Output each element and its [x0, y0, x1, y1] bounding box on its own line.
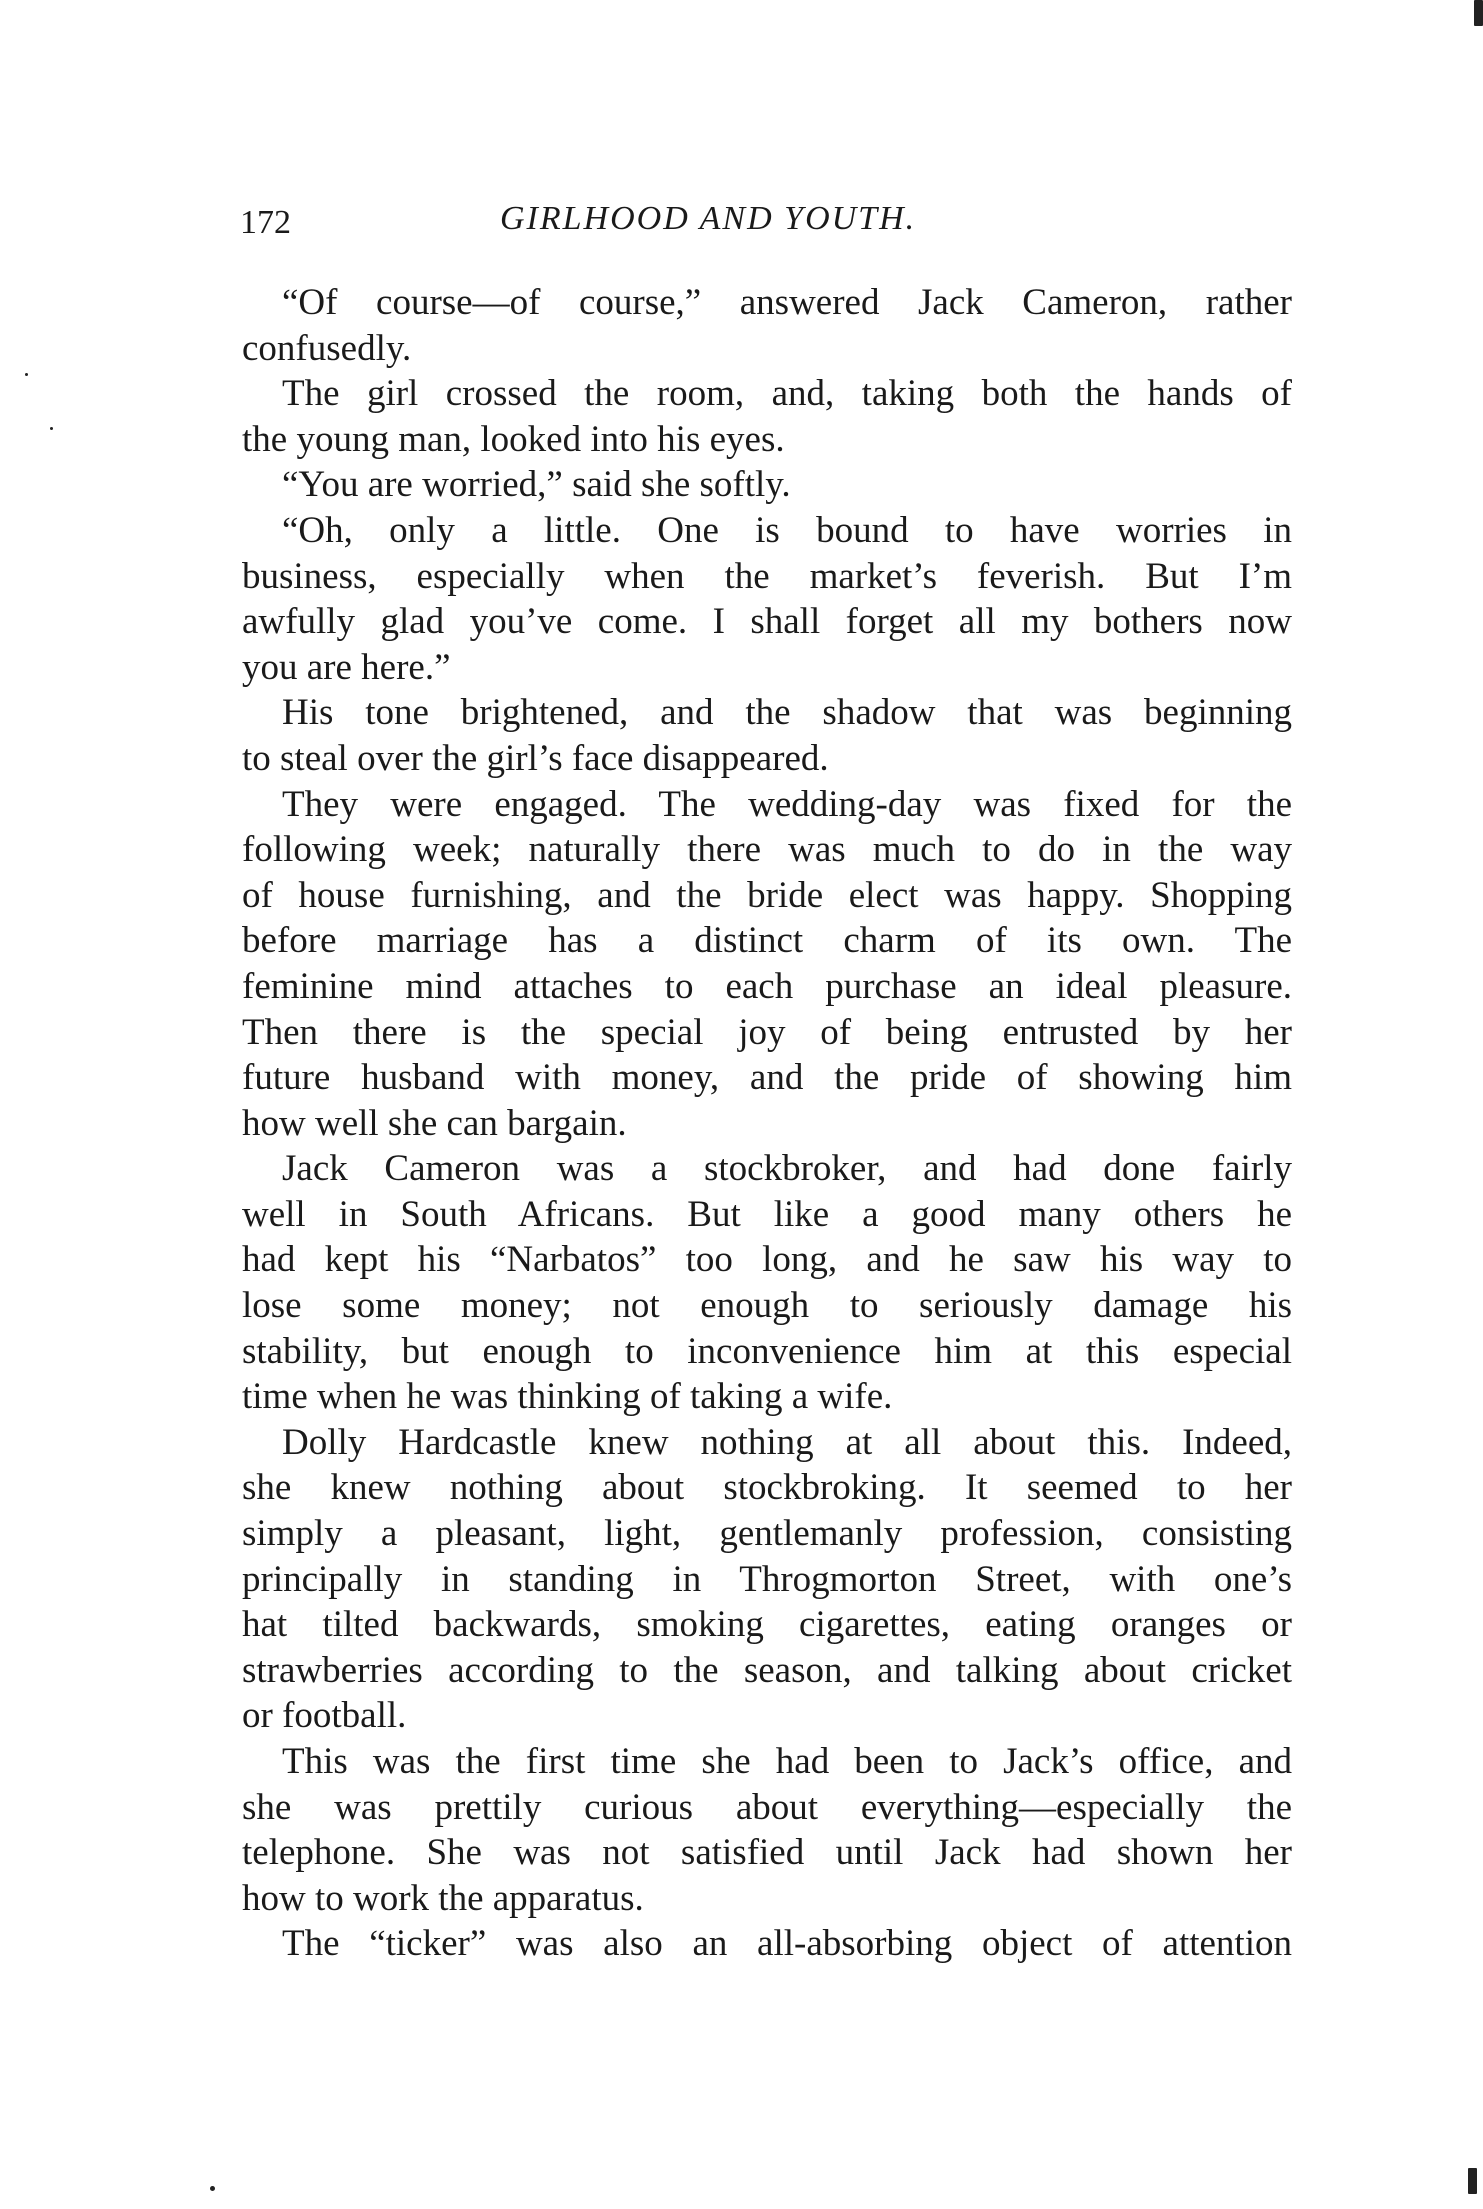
text-line: “You are worried,” said she softly. — [282, 464, 791, 506]
text-line: Then there is the special joy of being entrusted by her — [242, 1011, 1292, 1053]
text-line: simply a pleasant, light, gentlemanly profession, consisting — [242, 1513, 1292, 1555]
text-line: following week; naturally there was much to do in the way — [242, 829, 1292, 871]
text-line: Jack Cameron was a stockbroker, and had done fairly — [282, 1148, 1292, 1190]
text-line: how well she can bargain. — [242, 1102, 627, 1144]
text-line: They were engaged. The wedding-day was fixed for the — [282, 783, 1292, 825]
text-line: The “ticker” was also an all-absorbing object of attention — [282, 1923, 1292, 1965]
text-line: you are here.” — [242, 646, 451, 688]
text-line: of house furnishing, and the bride elect was happy. Shopping — [242, 874, 1292, 916]
scan-mark — [1468, 2168, 1477, 2194]
text-line: time when he was thinking of taking a wife. — [242, 1376, 893, 1418]
text-line: hat tilted backwards, smoking cigarettes, eating oranges or — [242, 1604, 1292, 1646]
text-line: business, especially when the market’s feverish. But I’m — [242, 555, 1292, 597]
text-line: to steal over the girl’s face disappeared. — [242, 737, 829, 779]
text-line: His tone brightened, and the shadow that was beginning — [282, 692, 1292, 734]
text-line: before marriage has a distinct charm of its own. The — [242, 920, 1292, 962]
text-line: she was prettily curious about everything—especially the — [242, 1786, 1292, 1828]
text-line: future husband with money, and the pride of showing him — [242, 1057, 1292, 1099]
scan-speck — [50, 427, 53, 430]
text-line: principally in standing in Throgmorton Street, with one’s — [242, 1558, 1292, 1600]
page-number: 172 — [240, 204, 291, 241]
scan-speck — [25, 373, 28, 376]
text-line: confusedly. — [242, 327, 412, 369]
text-line: strawberries according to the season, and talking about cricket — [242, 1649, 1292, 1691]
text-line: The girl crossed the room, and, taking both the hands of — [282, 373, 1292, 415]
text-line: awfully glad you’ve come. I shall forget all my bothers now — [242, 601, 1292, 643]
text-line: “Oh, only a little. One is bound to have worries in — [282, 509, 1292, 551]
text-line: “Of course—of course,” answered Jack Cameron, rather — [282, 282, 1292, 323]
text-line: lose some money; not enough to seriously damage his — [242, 1285, 1292, 1327]
text-line: telephone. She was not satisfied until Jack had shown her — [242, 1832, 1292, 1874]
text-line: the young man, looked into his eyes. — [242, 418, 785, 460]
text-line: feminine mind attaches to each purchase an ideal pleasure. — [242, 965, 1292, 1007]
text-line: had kept his “Narbatos” too long, and he saw his way to — [242, 1239, 1292, 1281]
body-text — [242, 280, 1292, 1967]
text-line: well in South Africans. But like a good many others he — [242, 1193, 1292, 1235]
text-line: stability, but enough to inconvenience him at this especial — [242, 1330, 1292, 1372]
text-line: This was the first time she had been to Jack’s office, and — [282, 1741, 1292, 1782]
running-head: GIRLHOOD AND YOUTH. — [500, 200, 917, 237]
scan-speck — [210, 2186, 215, 2191]
text-line: or football. — [242, 1695, 407, 1737]
scan-mark — [1474, 0, 1483, 26]
text-line: Dolly Hardcastle knew nothing at all about this. Indeed, — [282, 1421, 1292, 1463]
text-line: she knew nothing about stockbroking. It seemed to her — [242, 1467, 1292, 1509]
text-line: how to work the apparatus. — [242, 1877, 644, 1919]
